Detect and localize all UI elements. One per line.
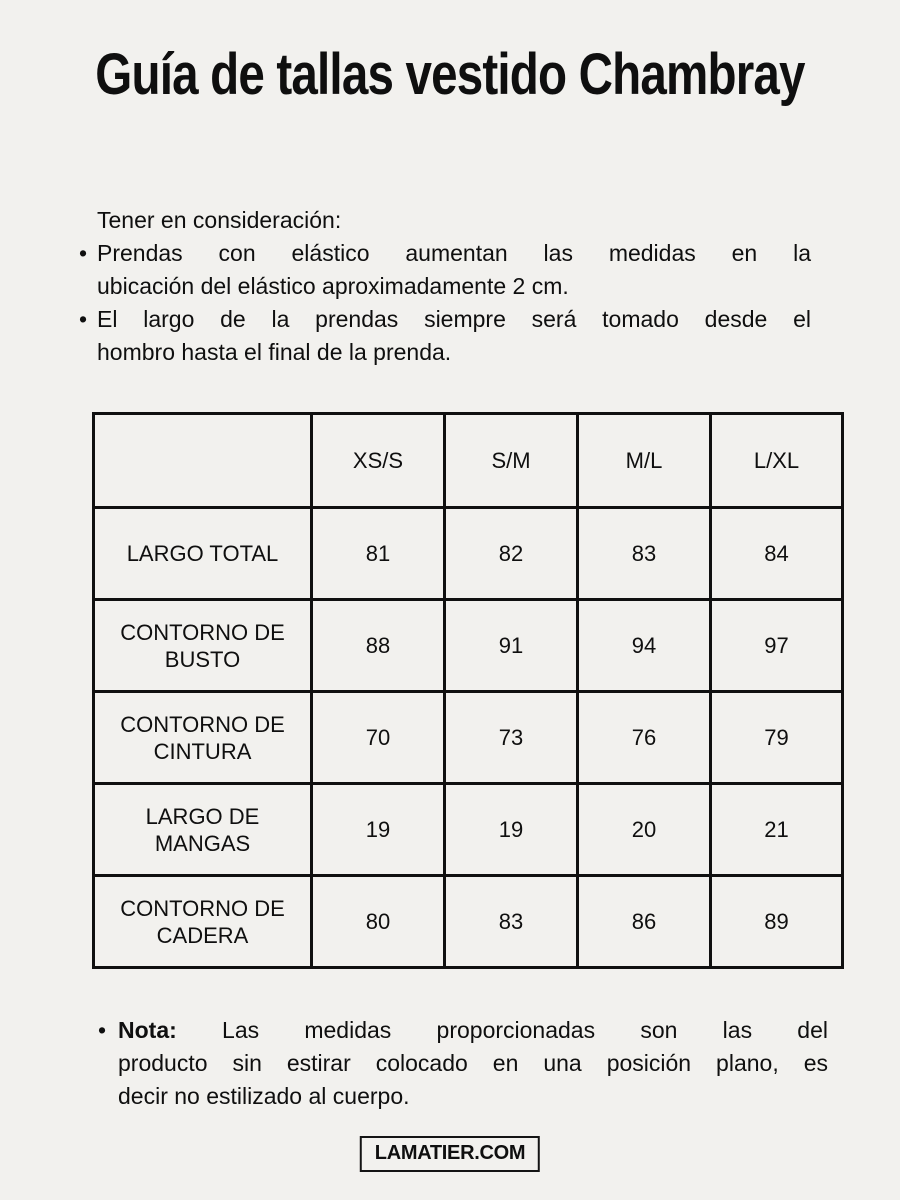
size-header-cell: L/XL [711,414,843,508]
note-label: Nota: [118,1017,177,1043]
bullet-text-line: Prendas con elástico aumentan las medidas en la [97,240,811,266]
size-value-cell: 80 [312,876,445,968]
size-table-header-row [94,414,843,508]
size-value-cell: 94 [578,600,711,692]
note-text-line [118,1014,828,1047]
bullet-text-line: hombro hasta el final de la prenda. [97,339,452,365]
considerations-section [79,204,811,369]
list-item [79,237,811,303]
size-value-cell: 76 [578,692,711,784]
bullet-text-line: ubicación del elástico aproximadamente 2 cm. [97,273,569,299]
size-value-cell: 89 [711,876,843,968]
table-row [94,600,843,692]
size-value-cell: 81 [312,508,445,600]
note-text: Las medidas proporcionadas son las del [222,1017,828,1043]
row-label-cell: LARGO TOTAL [94,508,312,600]
list-item [79,303,811,369]
note-text-line: producto sin estirar colocado en una posición plano, es [118,1050,828,1076]
size-value-cell: 83 [578,508,711,600]
size-value-cell: 79 [711,692,843,784]
table-row [94,876,843,968]
size-value-cell: 19 [445,784,578,876]
table-row [94,784,843,876]
size-value-cell: 97 [711,600,843,692]
considerations-heading: Tener en consideración: [97,207,342,233]
size-table [92,412,844,969]
size-value-cell: 82 [445,508,578,600]
row-label-cell: CONTORNO DE BUSTO [94,600,312,692]
size-value-cell: 70 [312,692,445,784]
size-value-cell: 83 [445,876,578,968]
size-value-cell: 88 [312,600,445,692]
page-title: Guía de tallas vestido Chambray [95,42,805,107]
size-value-cell: 86 [578,876,711,968]
bullet-text-line: El largo de la prendas siempre será tomado desde el [97,306,811,332]
size-value-cell: 84 [711,508,843,600]
row-label-cell: CONTORNO DE CINTURA [94,692,312,784]
size-value-cell: 21 [711,784,843,876]
bullet-icon: • [79,306,88,332]
note-section [98,1014,828,1113]
brand-badge: LAMATIER.COM [360,1136,540,1172]
size-value-cell: 73 [445,692,578,784]
size-header-cell: XS/S [312,414,445,508]
bullet-icon: • [79,240,88,266]
row-label-cell: CONTORNO DE CADERA [94,876,312,968]
row-label-cell: LARGO DE MANGAS [94,784,312,876]
note-text-line: decir no estilizado al cuerpo. [118,1083,410,1109]
size-header-cell: M/L [578,414,711,508]
size-header-cell: S/M [445,414,578,508]
size-value-cell: 20 [578,784,711,876]
size-value-cell: 91 [445,600,578,692]
bullet-icon: • [98,1017,107,1043]
table-row [94,508,843,600]
table-row [94,692,843,784]
size-header-empty-cell [94,414,312,508]
size-value-cell: 19 [312,784,445,876]
